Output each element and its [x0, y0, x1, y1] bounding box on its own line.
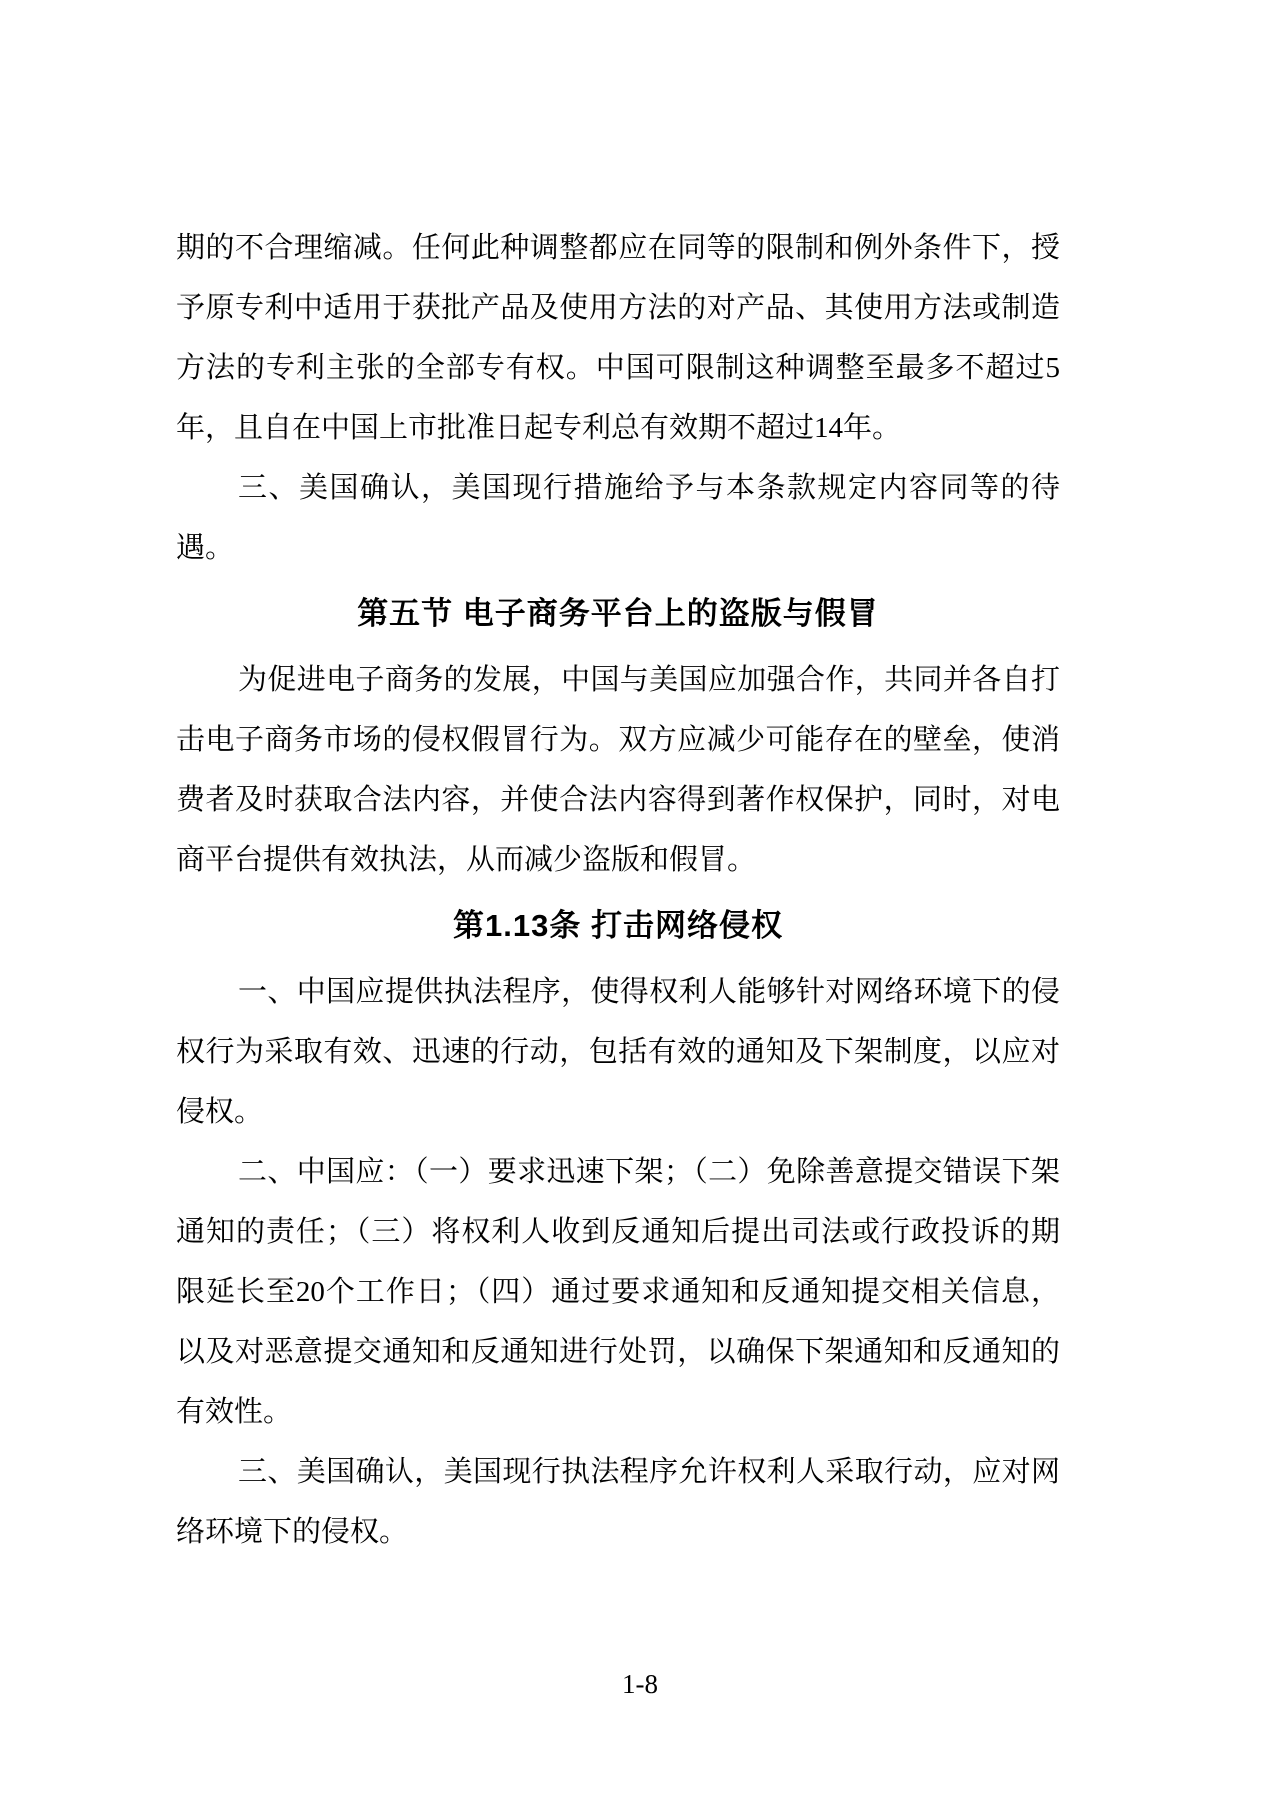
paragraph-us-confirmation-equivalent-treatment: 三、美国确认，美国现行措施给予与本条款规定内容同等的待遇。 — [176, 472, 1060, 564]
page-footer — [0, 1668, 1280, 1700]
heading-article-1-13-online-infringement: 第1.13条 打击网络侵权 — [453, 908, 783, 943]
paragraph-item-2-china-takedown-requirements: 二、中国应：（一）要求迅速下架；（二）免除善意提交错误下架通知的责任；（三）将权利人收到反通知后提出司法或行政投诉的期限延长至20个工作日；（四）通过要求通知和反通知提交相关信息，以及对恶意提交通知和反通知进行处罚，以确保下架通知和反通知的有效性。 — [176, 1156, 1060, 1428]
heading-section-5-ecommerce-piracy-counterfeiting: 第五节 电子商务平台上的盗版与假冒 — [357, 596, 879, 631]
page-number: 1-8 — [622, 1669, 658, 1699]
paragraph-item-1-enforcement-procedures: 一、中国应提供执法程序，使得权利人能够针对网络环境下的侵权行为采取有效、迅速的行动，包括有效的通知及下架制度，以应对侵权。 — [176, 976, 1060, 1128]
document-content — [176, 218, 1060, 1562]
paragraph-patent-term-adjustment: 期的不合理缩减。任何此种调整都应在同等的限制和例外条件下，授予原专利中适用于获批产品及使用方法的对产品、其使用方法或制造方法的专利主张的全部专有权。中国可限制这种调整至最多不超过5年，且自在中国上市批准日起专利总有效期不超过14年。 — [176, 232, 1060, 444]
paragraph-item-3-us-confirmation-enforcement: 三、美国确认，美国现行执法程序允许权利人采取行动，应对网络环境下的侵权。 — [176, 1456, 1060, 1548]
paragraph-ecommerce-cooperation: 为促进电子商务的发展，中国与美国应加强合作，共同并各自打击电子商务市场的侵权假冒行为。双方应减少可能存在的壁垒，使消费者及时获取合法内容，并使合法内容得到著作权保护，同时，对电商平台提供有效执法，从而减少盗版和假冒。 — [176, 664, 1060, 876]
